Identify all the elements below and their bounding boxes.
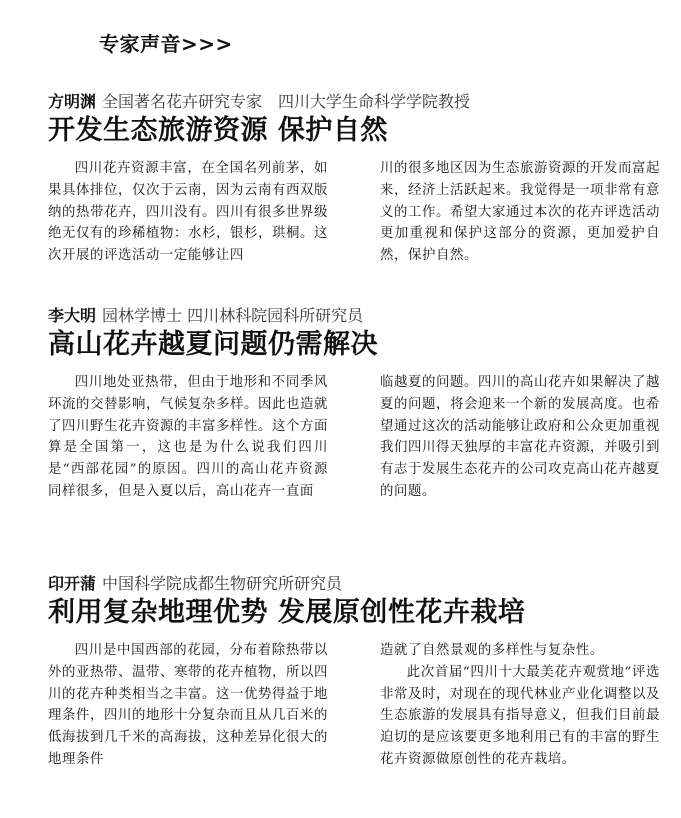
byline (48, 92, 660, 112)
expert-name: 方明渊 (48, 92, 97, 111)
expert-section-3 (48, 574, 660, 771)
headline: 高山花卉越夏问题仍需解决 (48, 329, 378, 360)
expert-name: 李大明 (48, 306, 97, 325)
paragraph: 川的很多地区因为生态旅游资源的开发而富起来，经济上活跃起来。我觉得是一项非常有意义的工作。希望大家通过本次的花卉评选活动更加重视和保护这部分的资源，更加爱护自然，保护自然。 (380, 161, 660, 264)
headline: 利用复杂地理优势 发展原创性花卉栽培 (48, 597, 526, 628)
byline (48, 306, 660, 326)
paragraph: 此次首届“四川十大最美花卉观赏地”评选非常及时，对现在的现代林业产业化调整以及生态旅游的发展具有指导意义，但我们目前最迫切的是应该要更多地利用已有的丰富的野生花卉资源做原创性的花卉栽培。 (380, 664, 660, 767)
byline (48, 574, 660, 594)
expert-role: 中国科学院成都生物研究所研究员 (102, 574, 343, 593)
body-columns (48, 640, 660, 771)
paragraph: 造就了自然景观的多样性与复杂性。 (380, 643, 604, 658)
column-right (380, 640, 660, 771)
paragraph: 四川花卉资源丰富，在全国名列前茅，如果具体排位，仅次于云南，因为云南有西双版纳的热带花卉，四川没有。四川有很多世界级绝无仅有的珍稀植物：水杉，银杉，珙桐。这次开展的评选活动一定能够让四 (48, 161, 328, 264)
expert-role: 园林学博士 四川林科院园科所研究员 (102, 306, 364, 325)
expert-role: 全国著名花卉研究专家 四川大学生命科学学院教授 (102, 92, 471, 111)
body-columns (48, 372, 660, 503)
headline: 开发生态旅游资源 保护自然 (48, 115, 388, 146)
expert-name: 印开蒲 (48, 574, 97, 593)
column-left (48, 372, 328, 503)
body-columns (48, 158, 660, 267)
column-left (48, 158, 328, 267)
paragraph: 四川地处亚热带，但由于地形和不同季风环流的交替影响，气候复杂多样。因此也造就了四川野生花卉资源的丰富多样性。这个方面算是全国第一，这也是为什么说我们四川是“西部花园”的原因。四川的高山花卉资源同样很多，但是入夏以后，高山花卉一直面 (48, 375, 328, 499)
section-header: 专家声音>>> (99, 32, 233, 56)
column-left (48, 640, 328, 771)
column-right (380, 158, 660, 267)
expert-section-1 (48, 92, 660, 267)
paragraph: 临越夏的问题。四川的高山花卉如果解决了越夏的问题，将会迎来一个新的发展高度。也希望通过这次的活动能够让政府和公众更加重视我们四川得天独厚的丰富花卉资源，并吸引到有志于发展生态花卉的公司攻克高山花卉越夏的问题。 (380, 375, 660, 499)
expert-section-2 (48, 306, 660, 503)
paragraph: 四川是中国西部的花园，分布着除热带以外的亚热带、温带、寒带的花卉植物，所以四川的花卉种类相当之丰富。这一优势得益于地理条件，四川的地形十分复杂而且从几百米的低海拔到几千米的高海拔，这种差异化很大的地理条件 (48, 643, 328, 767)
column-right (380, 372, 660, 503)
